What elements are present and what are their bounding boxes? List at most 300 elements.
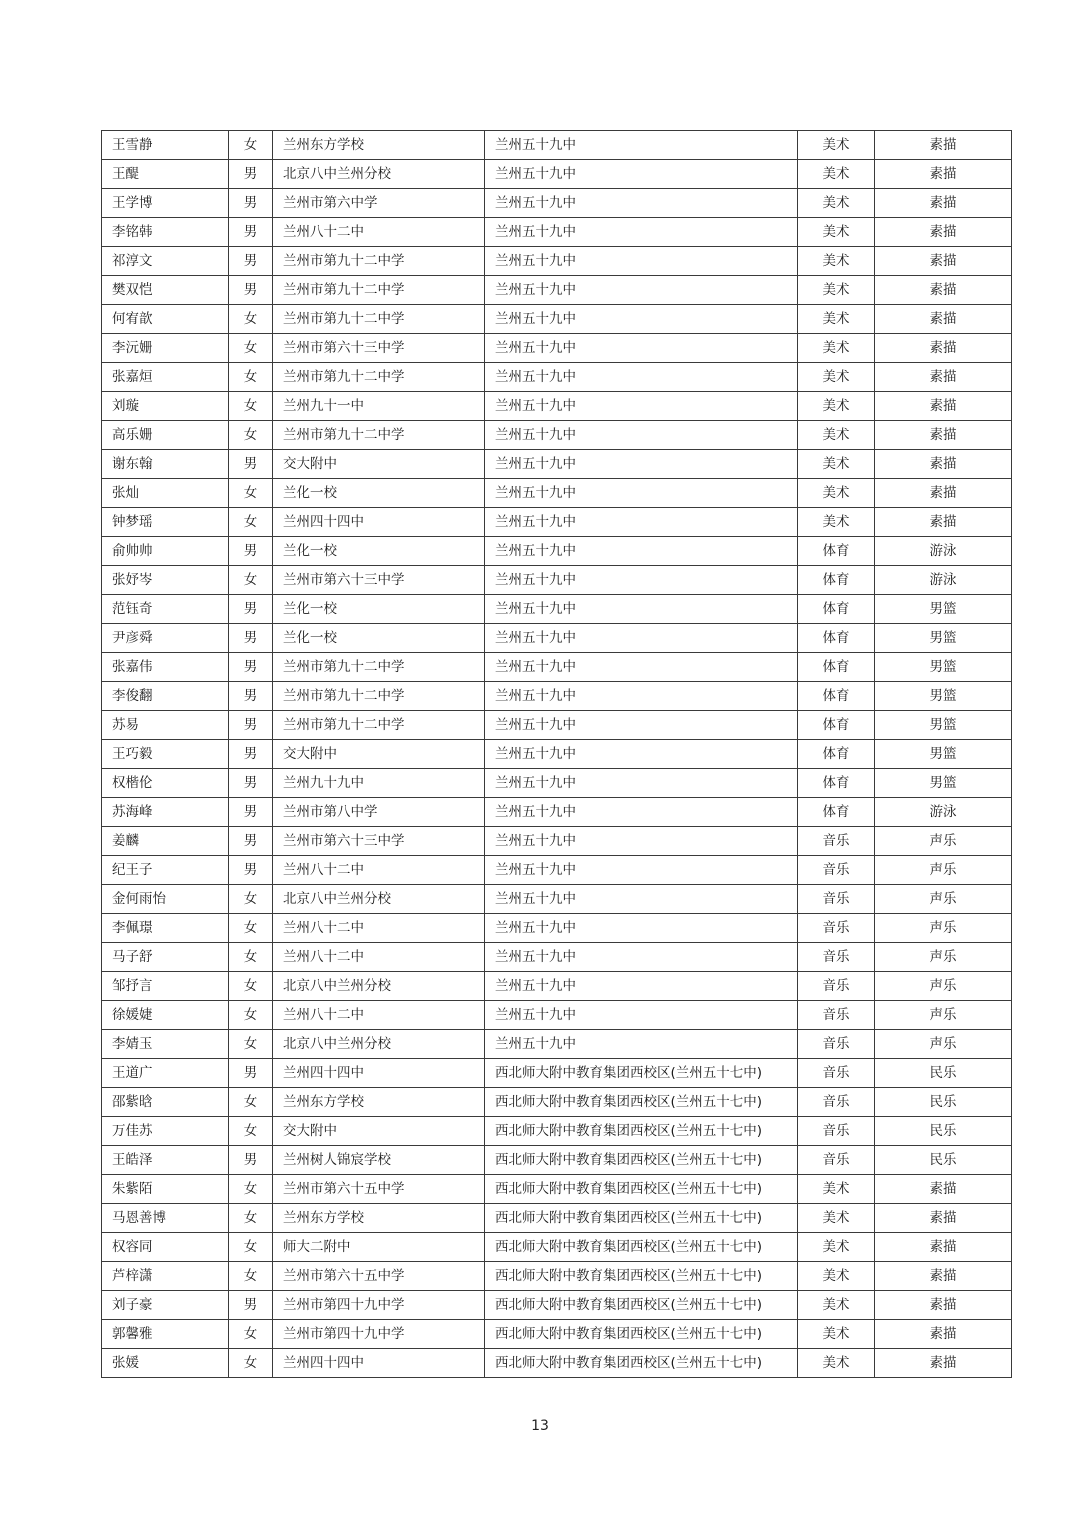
- origin-school-cell: 兰州市第八中学: [273, 798, 485, 827]
- student-name-cell: 马子舒: [102, 943, 229, 972]
- student-name-cell: 苏海峰: [102, 798, 229, 827]
- target-school-cell: 兰州五十九中: [485, 885, 798, 914]
- table-row: [102, 189, 1012, 218]
- student-name-cell: 王雪静: [102, 131, 229, 160]
- category-cell: 体育: [798, 624, 875, 653]
- student-name-cell: 徐媛婕: [102, 1001, 229, 1030]
- item-cell: 素描: [875, 160, 1012, 189]
- origin-school-cell: 兰州市第六十三中学: [273, 566, 485, 595]
- item-cell: 民乐: [875, 1059, 1012, 1088]
- origin-school-cell: 兰州市第六十五中学: [273, 1175, 485, 1204]
- category-cell: 体育: [798, 740, 875, 769]
- target-school-cell: 西北师大附中教育集团西校区(兰州五十七中): [485, 1175, 798, 1204]
- target-school-cell: 兰州五十九中: [485, 131, 798, 160]
- origin-school-cell: 北京八中兰州分校: [273, 1030, 485, 1059]
- target-school-cell: 兰州五十九中: [485, 595, 798, 624]
- table-row: [102, 537, 1012, 566]
- target-school-cell: 西北师大附中教育集团西校区(兰州五十七中): [485, 1291, 798, 1320]
- item-cell: 声乐: [875, 914, 1012, 943]
- target-school-cell: 兰州五十九中: [485, 276, 798, 305]
- origin-school-cell: 兰州八十二中: [273, 218, 485, 247]
- item-cell: 声乐: [875, 1030, 1012, 1059]
- student-name-cell: 李佩璟: [102, 914, 229, 943]
- category-cell: 音乐: [798, 943, 875, 972]
- target-school-cell: 西北师大附中教育集团西校区(兰州五十七中): [485, 1204, 798, 1233]
- student-name-cell: 张嘉伟: [102, 653, 229, 682]
- category-cell: 美术: [798, 1262, 875, 1291]
- student-name-cell: 刘璇: [102, 392, 229, 421]
- category-cell: 美术: [798, 421, 875, 450]
- origin-school-cell: 兰州八十二中: [273, 856, 485, 885]
- student-name-cell: 高乐姗: [102, 421, 229, 450]
- item-cell: 男篮: [875, 769, 1012, 798]
- student-name-cell: 王道广: [102, 1059, 229, 1088]
- item-cell: 男篮: [875, 624, 1012, 653]
- origin-school-cell: 兰州市第九十二中学: [273, 305, 485, 334]
- student-name-cell: 苏易: [102, 711, 229, 740]
- gender-cell: 女: [229, 1088, 273, 1117]
- target-school-cell: 兰州五十九中: [485, 566, 798, 595]
- category-cell: 美术: [798, 1320, 875, 1349]
- student-name-cell: 谢东翰: [102, 450, 229, 479]
- table-row: [102, 305, 1012, 334]
- origin-school-cell: 兰州市第九十二中学: [273, 421, 485, 450]
- category-cell: 美术: [798, 305, 875, 334]
- category-cell: 美术: [798, 1175, 875, 1204]
- origin-school-cell: 兰州市第四十九中学: [273, 1320, 485, 1349]
- origin-school-cell: 北京八中兰州分校: [273, 885, 485, 914]
- gender-cell: 男: [229, 711, 273, 740]
- gender-cell: 男: [229, 160, 273, 189]
- table-row: [102, 1233, 1012, 1262]
- category-cell: 体育: [798, 711, 875, 740]
- origin-school-cell: 兰州东方学校: [273, 1088, 485, 1117]
- gender-cell: 男: [229, 682, 273, 711]
- student-name-cell: 尹彦舜: [102, 624, 229, 653]
- gender-cell: 女: [229, 1001, 273, 1030]
- origin-school-cell: 兰化一校: [273, 595, 485, 624]
- item-cell: 素描: [875, 479, 1012, 508]
- item-cell: 素描: [875, 334, 1012, 363]
- category-cell: 体育: [798, 798, 875, 827]
- table-row: [102, 972, 1012, 1001]
- category-cell: 体育: [798, 537, 875, 566]
- gender-cell: 男: [229, 247, 273, 276]
- table-row: [102, 1262, 1012, 1291]
- item-cell: 男篮: [875, 595, 1012, 624]
- table-row: [102, 856, 1012, 885]
- origin-school-cell: 兰州市第九十二中学: [273, 363, 485, 392]
- student-name-cell: 王醍: [102, 160, 229, 189]
- category-cell: 音乐: [798, 1059, 875, 1088]
- target-school-cell: 兰州五十九中: [485, 711, 798, 740]
- table-row: [102, 334, 1012, 363]
- student-name-cell: 樊双恺: [102, 276, 229, 305]
- table-row: [102, 827, 1012, 856]
- student-name-cell: 张嘉烜: [102, 363, 229, 392]
- gender-cell: 男: [229, 276, 273, 305]
- student-name-cell: 俞帅帅: [102, 537, 229, 566]
- target-school-cell: 兰州五十九中: [485, 160, 798, 189]
- student-name-cell: 姜麟: [102, 827, 229, 856]
- target-school-cell: 兰州五十九中: [485, 740, 798, 769]
- gender-cell: 女: [229, 479, 273, 508]
- table-row: [102, 392, 1012, 421]
- origin-school-cell: 兰州市第九十二中学: [273, 276, 485, 305]
- category-cell: 美术: [798, 1233, 875, 1262]
- category-cell: 美术: [798, 276, 875, 305]
- target-school-cell: 兰州五十九中: [485, 798, 798, 827]
- table-row: [102, 769, 1012, 798]
- category-cell: 音乐: [798, 1030, 875, 1059]
- item-cell: 素描: [875, 363, 1012, 392]
- gender-cell: 男: [229, 653, 273, 682]
- origin-school-cell: 师大二附中: [273, 1233, 485, 1262]
- category-cell: 体育: [798, 595, 875, 624]
- table-row: [102, 682, 1012, 711]
- student-name-cell: 王学博: [102, 189, 229, 218]
- student-name-cell: 李沅姗: [102, 334, 229, 363]
- category-cell: 音乐: [798, 914, 875, 943]
- gender-cell: 女: [229, 1030, 273, 1059]
- table-row: [102, 1117, 1012, 1146]
- table-row: [102, 421, 1012, 450]
- origin-school-cell: 兰州市第四十九中学: [273, 1291, 485, 1320]
- student-name-cell: 权楷伦: [102, 769, 229, 798]
- category-cell: 音乐: [798, 1088, 875, 1117]
- category-cell: 美术: [798, 334, 875, 363]
- origin-school-cell: 兰州市第六十三中学: [273, 827, 485, 856]
- origin-school-cell: 交大附中: [273, 740, 485, 769]
- item-cell: 民乐: [875, 1088, 1012, 1117]
- table-row: [102, 1291, 1012, 1320]
- table-row: [102, 450, 1012, 479]
- origin-school-cell: 兰州四十四中: [273, 508, 485, 537]
- student-name-cell: 金何雨怡: [102, 885, 229, 914]
- target-school-cell: 兰州五十九中: [485, 682, 798, 711]
- category-cell: 美术: [798, 479, 875, 508]
- gender-cell: 女: [229, 363, 273, 392]
- origin-school-cell: 交大附中: [273, 1117, 485, 1146]
- gender-cell: 男: [229, 769, 273, 798]
- item-cell: 男篮: [875, 711, 1012, 740]
- target-school-cell: 西北师大附中教育集团西校区(兰州五十七中): [485, 1146, 798, 1175]
- gender-cell: 男: [229, 595, 273, 624]
- target-school-cell: 兰州五十九中: [485, 363, 798, 392]
- item-cell: 素描: [875, 131, 1012, 160]
- origin-school-cell: 北京八中兰州分校: [273, 160, 485, 189]
- table-row: [102, 131, 1012, 160]
- gender-cell: 女: [229, 1175, 273, 1204]
- table-row: [102, 218, 1012, 247]
- gender-cell: 女: [229, 305, 273, 334]
- student-name-cell: 芦梓潇: [102, 1262, 229, 1291]
- origin-school-cell: 兰州八十二中: [273, 1001, 485, 1030]
- category-cell: 音乐: [798, 1001, 875, 1030]
- gender-cell: 女: [229, 972, 273, 1001]
- item-cell: 声乐: [875, 856, 1012, 885]
- category-cell: 体育: [798, 769, 875, 798]
- target-school-cell: 兰州五十九中: [485, 508, 798, 537]
- table-row: [102, 740, 1012, 769]
- student-name-cell: 李铭韩: [102, 218, 229, 247]
- gender-cell: 女: [229, 421, 273, 450]
- target-school-cell: 兰州五十九中: [485, 1030, 798, 1059]
- table-row: [102, 1175, 1012, 1204]
- category-cell: 美术: [798, 1349, 875, 1378]
- table-row: [102, 943, 1012, 972]
- category-cell: 美术: [798, 1291, 875, 1320]
- target-school-cell: 西北师大附中教育集团西校区(兰州五十七中): [485, 1088, 798, 1117]
- category-cell: 体育: [798, 566, 875, 595]
- table-row: [102, 276, 1012, 305]
- target-school-cell: 兰州五十九中: [485, 421, 798, 450]
- item-cell: 素描: [875, 421, 1012, 450]
- table-row: [102, 914, 1012, 943]
- origin-school-cell: 兰州东方学校: [273, 1204, 485, 1233]
- student-name-cell: 何宥歆: [102, 305, 229, 334]
- target-school-cell: 兰州五十九中: [485, 450, 798, 479]
- gender-cell: 男: [229, 537, 273, 566]
- target-school-cell: 兰州五十九中: [485, 305, 798, 334]
- target-school-cell: 兰州五十九中: [485, 218, 798, 247]
- table-row: [102, 1146, 1012, 1175]
- student-name-cell: 王皓泽: [102, 1146, 229, 1175]
- category-cell: 美术: [798, 247, 875, 276]
- student-name-cell: 万佳苏: [102, 1117, 229, 1146]
- item-cell: 素描: [875, 1175, 1012, 1204]
- item-cell: 素描: [875, 392, 1012, 421]
- category-cell: 音乐: [798, 856, 875, 885]
- student-name-cell: 张媛: [102, 1349, 229, 1378]
- student-name-cell: 李婧玉: [102, 1030, 229, 1059]
- category-cell: 音乐: [798, 1146, 875, 1175]
- target-school-cell: 西北师大附中教育集团西校区(兰州五十七中): [485, 1117, 798, 1146]
- item-cell: 民乐: [875, 1146, 1012, 1175]
- item-cell: 素描: [875, 247, 1012, 276]
- origin-school-cell: 兰州四十四中: [273, 1349, 485, 1378]
- item-cell: 声乐: [875, 1001, 1012, 1030]
- gender-cell: 男: [229, 624, 273, 653]
- table-row: [102, 247, 1012, 276]
- origin-school-cell: 兰州市第九十二中学: [273, 247, 485, 276]
- student-name-cell: 张妤岑: [102, 566, 229, 595]
- target-school-cell: 兰州五十九中: [485, 769, 798, 798]
- gender-cell: 女: [229, 566, 273, 595]
- item-cell: 游泳: [875, 537, 1012, 566]
- item-cell: 素描: [875, 1349, 1012, 1378]
- gender-cell: 女: [229, 1262, 273, 1291]
- student-list-table: [101, 130, 1012, 1378]
- item-cell: 素描: [875, 508, 1012, 537]
- category-cell: 美术: [798, 218, 875, 247]
- item-cell: 游泳: [875, 798, 1012, 827]
- origin-school-cell: 兰州市第六十三中学: [273, 334, 485, 363]
- student-name-cell: 朱紫陌: [102, 1175, 229, 1204]
- student-name-cell: 邵紫晗: [102, 1088, 229, 1117]
- item-cell: 男篮: [875, 682, 1012, 711]
- table-row: [102, 1320, 1012, 1349]
- item-cell: 素描: [875, 276, 1012, 305]
- origin-school-cell: 兰州四十四中: [273, 1059, 485, 1088]
- gender-cell: 男: [229, 450, 273, 479]
- gender-cell: 女: [229, 392, 273, 421]
- student-name-cell: 郭馨雅: [102, 1320, 229, 1349]
- student-name-cell: 张灿: [102, 479, 229, 508]
- target-school-cell: 兰州五十九中: [485, 392, 798, 421]
- student-name-cell: 邹抒言: [102, 972, 229, 1001]
- item-cell: 素描: [875, 305, 1012, 334]
- student-name-cell: 刘子豪: [102, 1291, 229, 1320]
- gender-cell: 女: [229, 334, 273, 363]
- gender-cell: 女: [229, 885, 273, 914]
- student-name-cell: 钟梦瑶: [102, 508, 229, 537]
- origin-school-cell: 交大附中: [273, 450, 485, 479]
- table-row: [102, 1030, 1012, 1059]
- target-school-cell: 西北师大附中教育集团西校区(兰州五十七中): [485, 1262, 798, 1291]
- table-row: [102, 624, 1012, 653]
- origin-school-cell: 兰州市第九十二中学: [273, 682, 485, 711]
- target-school-cell: 兰州五十九中: [485, 943, 798, 972]
- target-school-cell: 兰州五十九中: [485, 334, 798, 363]
- origin-school-cell: 兰州市第六中学: [273, 189, 485, 218]
- gender-cell: 女: [229, 1320, 273, 1349]
- gender-cell: 男: [229, 218, 273, 247]
- category-cell: 体育: [798, 653, 875, 682]
- origin-school-cell: 兰州市第九十二中学: [273, 711, 485, 740]
- table-row: [102, 566, 1012, 595]
- item-cell: 素描: [875, 218, 1012, 247]
- gender-cell: 女: [229, 1233, 273, 1262]
- origin-school-cell: 兰州树人锦宸学校: [273, 1146, 485, 1175]
- category-cell: 音乐: [798, 885, 875, 914]
- origin-school-cell: 兰州东方学校: [273, 131, 485, 160]
- table-row: [102, 479, 1012, 508]
- page-number: 13: [531, 1418, 549, 1434]
- target-school-cell: 西北师大附中教育集团西校区(兰州五十七中): [485, 1059, 798, 1088]
- table-row: [102, 1059, 1012, 1088]
- item-cell: 游泳: [875, 566, 1012, 595]
- target-school-cell: 兰州五十九中: [485, 624, 798, 653]
- item-cell: 声乐: [875, 827, 1012, 856]
- origin-school-cell: 兰州市第九十二中学: [273, 653, 485, 682]
- item-cell: 素描: [875, 1291, 1012, 1320]
- category-cell: 音乐: [798, 827, 875, 856]
- gender-cell: 女: [229, 914, 273, 943]
- category-cell: 音乐: [798, 972, 875, 1001]
- target-school-cell: 兰州五十九中: [485, 479, 798, 508]
- category-cell: 美术: [798, 131, 875, 160]
- gender-cell: 男: [229, 1146, 273, 1175]
- table-row: [102, 508, 1012, 537]
- category-cell: 美术: [798, 363, 875, 392]
- origin-school-cell: 北京八中兰州分校: [273, 972, 485, 1001]
- target-school-cell: 兰州五十九中: [485, 653, 798, 682]
- student-name-cell: 范钰奇: [102, 595, 229, 624]
- origin-school-cell: 兰州八十二中: [273, 914, 485, 943]
- category-cell: 美术: [798, 508, 875, 537]
- target-school-cell: 兰州五十九中: [485, 856, 798, 885]
- origin-school-cell: 兰州八十二中: [273, 943, 485, 972]
- category-cell: 音乐: [798, 1117, 875, 1146]
- origin-school-cell: 兰州九十一中: [273, 392, 485, 421]
- student-name-cell: 纪王子: [102, 856, 229, 885]
- table-row: [102, 653, 1012, 682]
- origin-school-cell: 兰化一校: [273, 479, 485, 508]
- origin-school-cell: 兰州九十九中: [273, 769, 485, 798]
- target-school-cell: 西北师大附中教育集团西校区(兰州五十七中): [485, 1349, 798, 1378]
- gender-cell: 男: [229, 827, 273, 856]
- target-school-cell: 兰州五十九中: [485, 247, 798, 276]
- gender-cell: 女: [229, 131, 273, 160]
- category-cell: 美术: [798, 160, 875, 189]
- target-school-cell: 兰州五十九中: [485, 914, 798, 943]
- table-row: [102, 885, 1012, 914]
- item-cell: 男篮: [875, 653, 1012, 682]
- table-body: [102, 131, 1012, 1378]
- student-name-cell: 李俊翻: [102, 682, 229, 711]
- origin-school-cell: 兰州市第六十五中学: [273, 1262, 485, 1291]
- item-cell: 声乐: [875, 885, 1012, 914]
- gender-cell: 女: [229, 508, 273, 537]
- table-row: [102, 1088, 1012, 1117]
- table-row: [102, 363, 1012, 392]
- gender-cell: 女: [229, 1349, 273, 1378]
- gender-cell: 女: [229, 1204, 273, 1233]
- category-cell: 美术: [798, 392, 875, 421]
- item-cell: 素描: [875, 189, 1012, 218]
- target-school-cell: 兰州五十九中: [485, 972, 798, 1001]
- gender-cell: 男: [229, 740, 273, 769]
- target-school-cell: 兰州五十九中: [485, 189, 798, 218]
- category-cell: 体育: [798, 682, 875, 711]
- gender-cell: 男: [229, 798, 273, 827]
- item-cell: 素描: [875, 1204, 1012, 1233]
- item-cell: 素描: [875, 1320, 1012, 1349]
- target-school-cell: 兰州五十九中: [485, 827, 798, 856]
- gender-cell: 男: [229, 1059, 273, 1088]
- gender-cell: 男: [229, 189, 273, 218]
- student-name-cell: 祁淳文: [102, 247, 229, 276]
- table-row: [102, 160, 1012, 189]
- category-cell: 美术: [798, 450, 875, 479]
- item-cell: 素描: [875, 1262, 1012, 1291]
- origin-school-cell: 兰化一校: [273, 624, 485, 653]
- gender-cell: 女: [229, 943, 273, 972]
- student-name-cell: 马恩善博: [102, 1204, 229, 1233]
- item-cell: 声乐: [875, 972, 1012, 1001]
- table-row: [102, 798, 1012, 827]
- target-school-cell: 西北师大附中教育集团西校区(兰州五十七中): [485, 1320, 798, 1349]
- student-name-cell: 权容同: [102, 1233, 229, 1262]
- gender-cell: 女: [229, 1117, 273, 1146]
- gender-cell: 男: [229, 1291, 273, 1320]
- item-cell: 素描: [875, 1233, 1012, 1262]
- category-cell: 美术: [798, 189, 875, 218]
- item-cell: 素描: [875, 450, 1012, 479]
- category-cell: 美术: [798, 1204, 875, 1233]
- student-name-cell: 王巧毅: [102, 740, 229, 769]
- table-row: [102, 711, 1012, 740]
- target-school-cell: 兰州五十九中: [485, 1001, 798, 1030]
- item-cell: 民乐: [875, 1117, 1012, 1146]
- table-row: [102, 1001, 1012, 1030]
- target-school-cell: 西北师大附中教育集团西校区(兰州五十七中): [485, 1233, 798, 1262]
- target-school-cell: 兰州五十九中: [485, 537, 798, 566]
- item-cell: 男篮: [875, 740, 1012, 769]
- table-row: [102, 1349, 1012, 1378]
- table-row: [102, 595, 1012, 624]
